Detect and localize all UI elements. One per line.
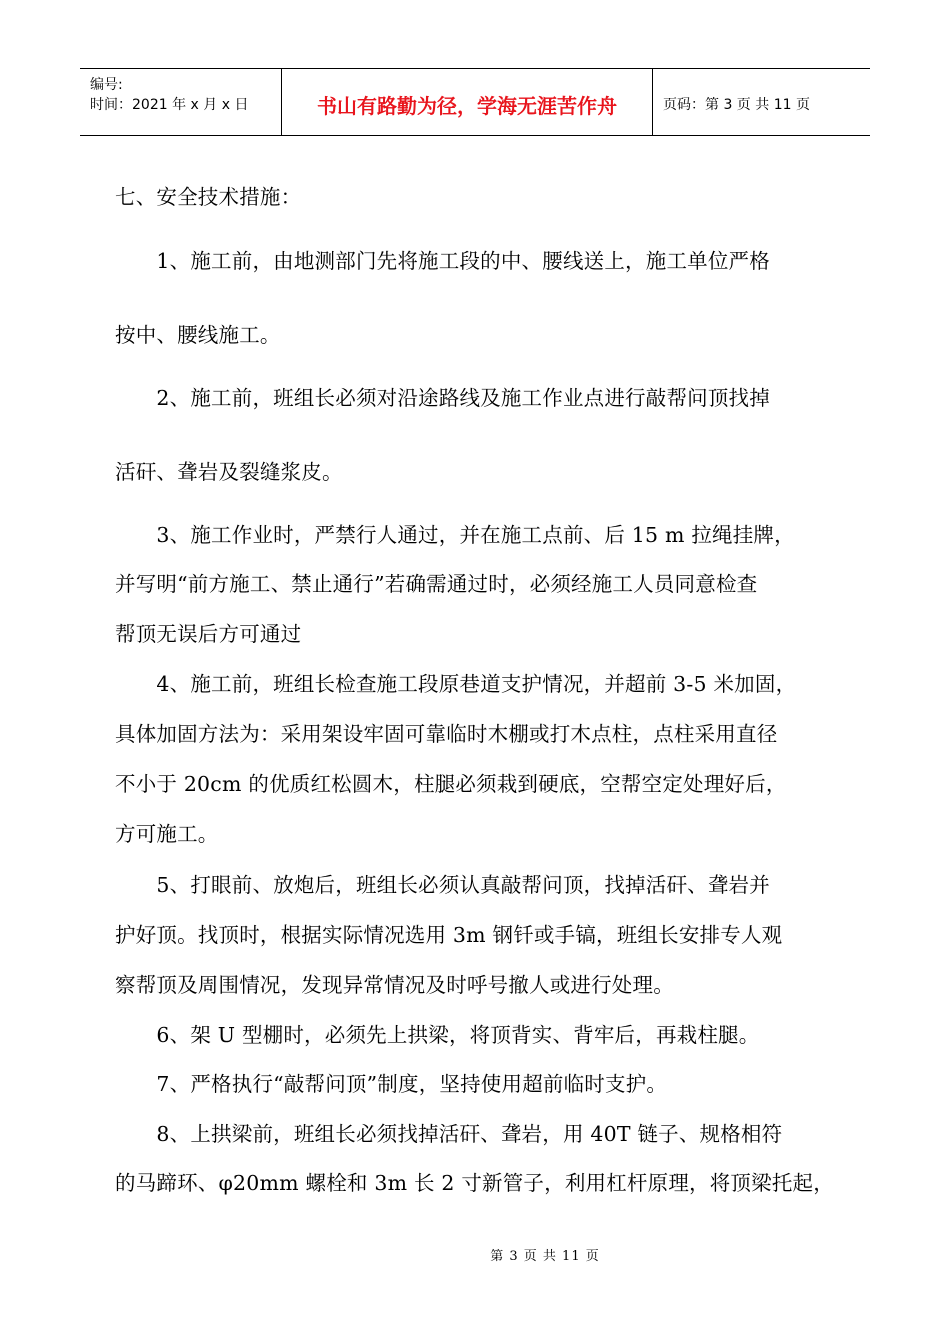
page-footer bbox=[0, 1245, 950, 1264]
body-line: 帮顶无误后方可通过 bbox=[115, 622, 302, 646]
page-header bbox=[80, 68, 870, 136]
body-line: 1、施工前，由地测部门先将施工段的中、腰线送上，施工单位严格 bbox=[115, 249, 770, 273]
body-line: 4、施工前，班组长检查施工段原巷道支护情况，并超前 3-5 米加固， bbox=[115, 672, 797, 696]
header-meta bbox=[80, 69, 281, 135]
body-line: 按中、腰线施工。 bbox=[115, 323, 281, 347]
body-line: 5、打眼前、放炮后，班组长必须认真敲帮问顶，找掉活矸、聋岩并 bbox=[115, 873, 770, 897]
body-line: 的马蹄环、φ20mm 螺栓和 3m 长 2 寸新管子，利用杠杆原理，将顶梁托起， bbox=[115, 1171, 834, 1195]
body-line: 并写明“前方施工、禁止通行”若确需通过时，必须经施工人员同意检查 bbox=[115, 572, 758, 596]
body-line: 具体加固方法为：采用架设牢固可靠临时木棚或打木点柱，点柱采用直径 bbox=[115, 722, 778, 746]
section-heading: 七、安全技术措施： bbox=[115, 185, 302, 209]
document-number-label: 编号: bbox=[90, 77, 123, 93]
body-line: 2、施工前，班组长必须对沿途路线及施工作业点进行敲帮问顶找掉 bbox=[115, 386, 770, 410]
body-line: 护好顶。找顶时，根据实际情况选用 3m 钢钎或手镐，班组长安排专人观 bbox=[115, 923, 783, 947]
document-time-label: 时间：2021 年 x 月 x 日 bbox=[90, 97, 249, 113]
header-motto: 书山有路勤为径，学海无涯苦作舟 bbox=[281, 69, 653, 135]
body-line: 8、上拱梁前，班组长必须找掉活矸、聋岩，用 40T 链子、规格相符 bbox=[115, 1122, 783, 1146]
body-line: 7、严格执行“敲帮问顶”制度，坚持使用超前临时支护。 bbox=[115, 1072, 668, 1096]
body-line: 察帮顶及周围情况，发现异常情况及时呼号撤人或进行处理。 bbox=[115, 973, 674, 997]
body-line: 3、施工作业时，严禁行人通过，并在施工点前、后 15 m 拉绳挂牌， bbox=[115, 523, 795, 547]
body-line: 活矸、聋岩及裂缝浆皮。 bbox=[115, 460, 343, 484]
body-line: 方可施工。 bbox=[115, 822, 219, 846]
header-page-info: 页码：第 3 页 共 11 页 bbox=[663, 97, 810, 113]
body-line: 不小于 20cm 的优质红松圆木，柱腿必须栽到硬底，空帮空定处理好后， bbox=[115, 772, 787, 796]
body-line: 6、架 U 型棚时，必须先上拱梁，将顶背实、背牢后，再栽柱腿。 bbox=[115, 1023, 760, 1047]
footer-page-number: 第 3 页 共 11 页 bbox=[490, 1249, 600, 1264]
